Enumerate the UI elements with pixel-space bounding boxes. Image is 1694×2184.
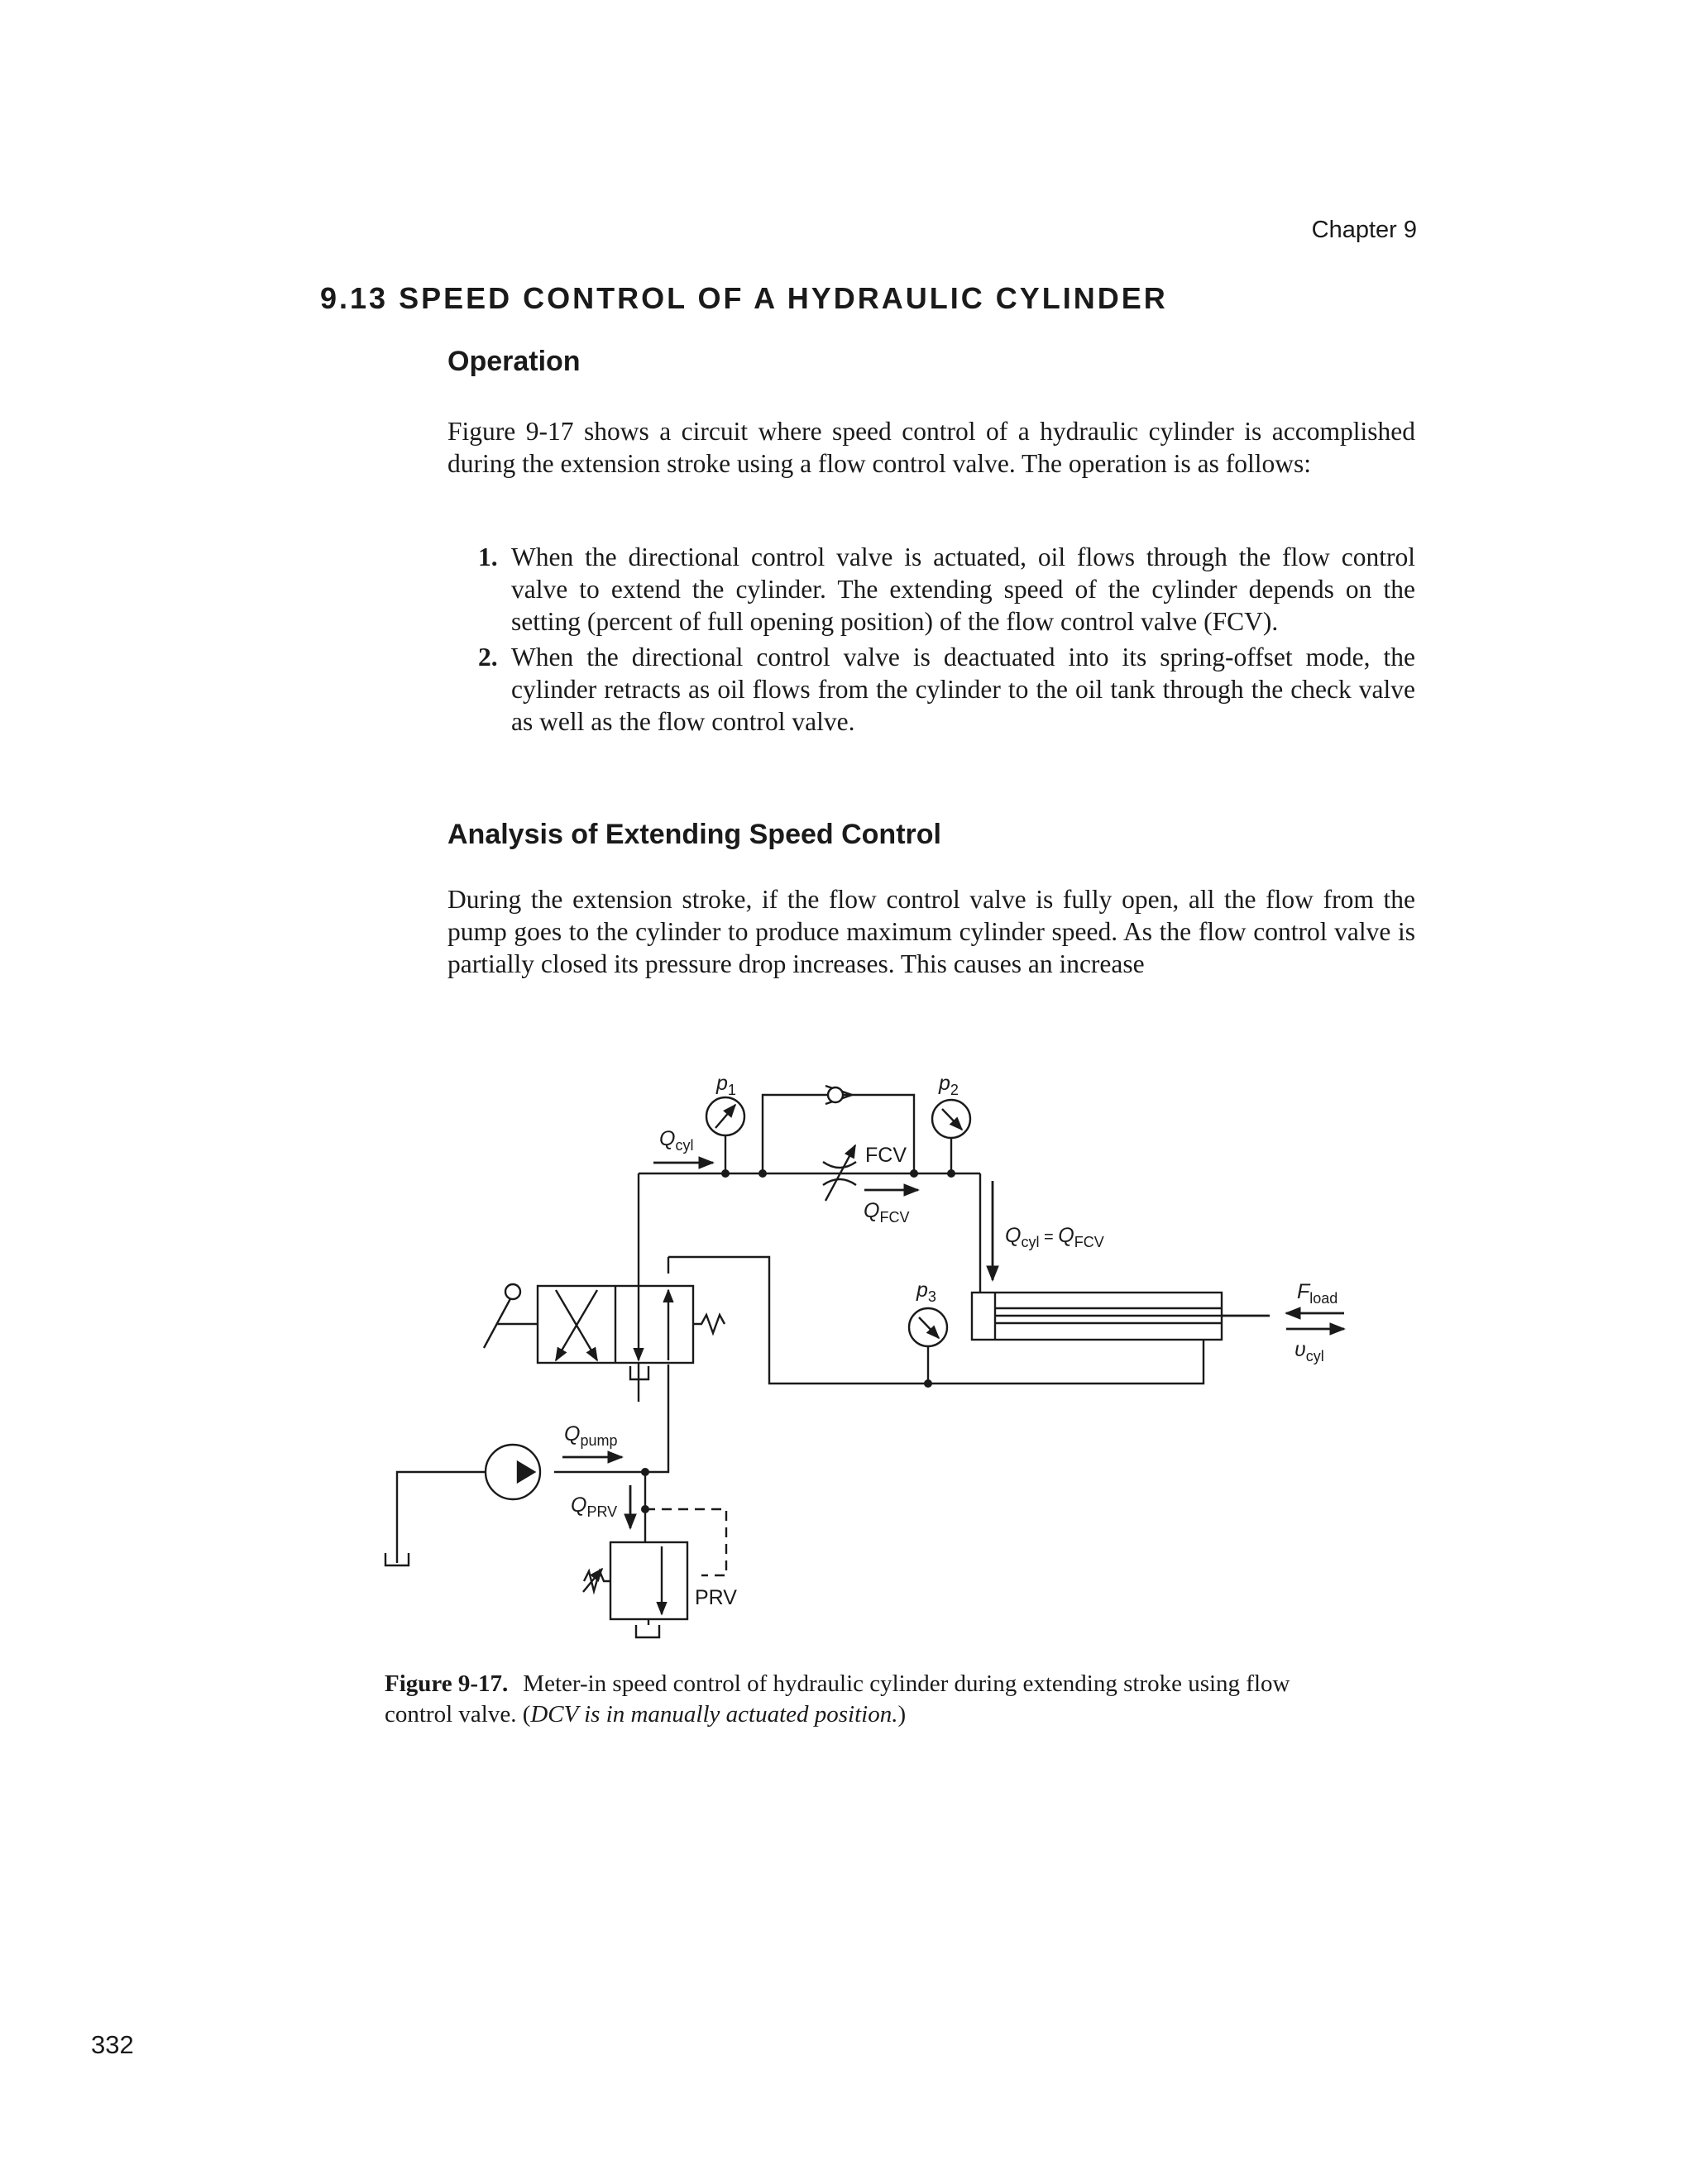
chapter-header: Chapter 9 [1311,217,1417,243]
figure-caption-close: ) [897,1701,907,1728]
list-item [478,641,1415,738]
list-item-number: 2. [478,643,498,671]
page-number: 332 [91,2030,134,2059]
directional-control-valve-icon [538,1286,725,1379]
list-item-text: When the directional control valve is deactuated into its spring-offset mode, the cylinder retracts as oil flows from the cylinder to the oil tank through the check valve as well as the flow control valve. [511,643,1415,736]
label-qprv: $Q_{PRV}$ [571,1493,618,1520]
list-item-number: 1. [478,542,498,571]
operation-paragraph: Figure 9-17 shows a circuit where speed control of a hydraulic cylinder is accomplished during the extension stroke using a flow control valve. The operation is as follows: [447,417,1415,478]
hydraulic-circuit-diagram [364,1063,1406,1658]
operation-heading: Operation [447,346,581,377]
gauge-p3-icon [909,1308,947,1346]
list-item [478,541,1415,638]
label-p3: $p_3$ [916,1278,936,1305]
pump-icon [486,1445,540,1499]
figure-caption [385,1669,1352,1730]
label-qcyl-equals-qfcv: $Q_{cyl}$ = $Q_{FCV}$ [1005,1224,1104,1250]
label-qfcv: $Q_{FCV}$ [864,1199,910,1226]
label-qcyl: $Q_{cyl}$ [659,1127,694,1154]
label-p1: $p_1$ [716,1072,736,1098]
manual-lever-icon [484,1284,538,1348]
label-prv: PRV [695,1586,737,1609]
figure-caption-text: Meter-in speed control of hydraulic cylinder during extending stroke using flow control valve. ( [385,1670,1290,1728]
figure-caption-italic: DCV is in manually actuated position. [530,1701,898,1728]
figure-caption-label: Figure 9-17. [385,1670,509,1697]
analysis-heading: Analysis of Extending Speed Control [447,819,941,850]
list-item-text: When the directional control valve is actuated, oil flows through the flow control valve to extend the cylinder. The extending speed of the cylinder depends on the setting (percent of full opening position) of the flow control valve (FCV). [511,542,1415,636]
label-fcv: FCV [865,1144,907,1167]
operation-steps-list [478,541,1415,741]
label-fload: $F_{load}$ [1297,1280,1338,1307]
gauge-p2-icon [932,1100,970,1173]
label-p2: $p_2$ [939,1072,959,1098]
section-title: 9.13 SPEED CONTROL OF A HYDRAULIC CYLINDER [320,281,1168,315]
pressure-relief-valve-icon [583,1542,687,1625]
label-qpump: $Q_{pump}$ [564,1422,618,1449]
label-vcyl: $\upsilon_{cyl}$ [1294,1338,1324,1364]
analysis-paragraph: During the extension stroke, if the flow control valve is fully open, all the flow from the pump goes to the cylinder to produce maximum cylinder speed. As the flow control valve is partially closed its pressure drop increases. This causes an increase [447,885,1415,978]
